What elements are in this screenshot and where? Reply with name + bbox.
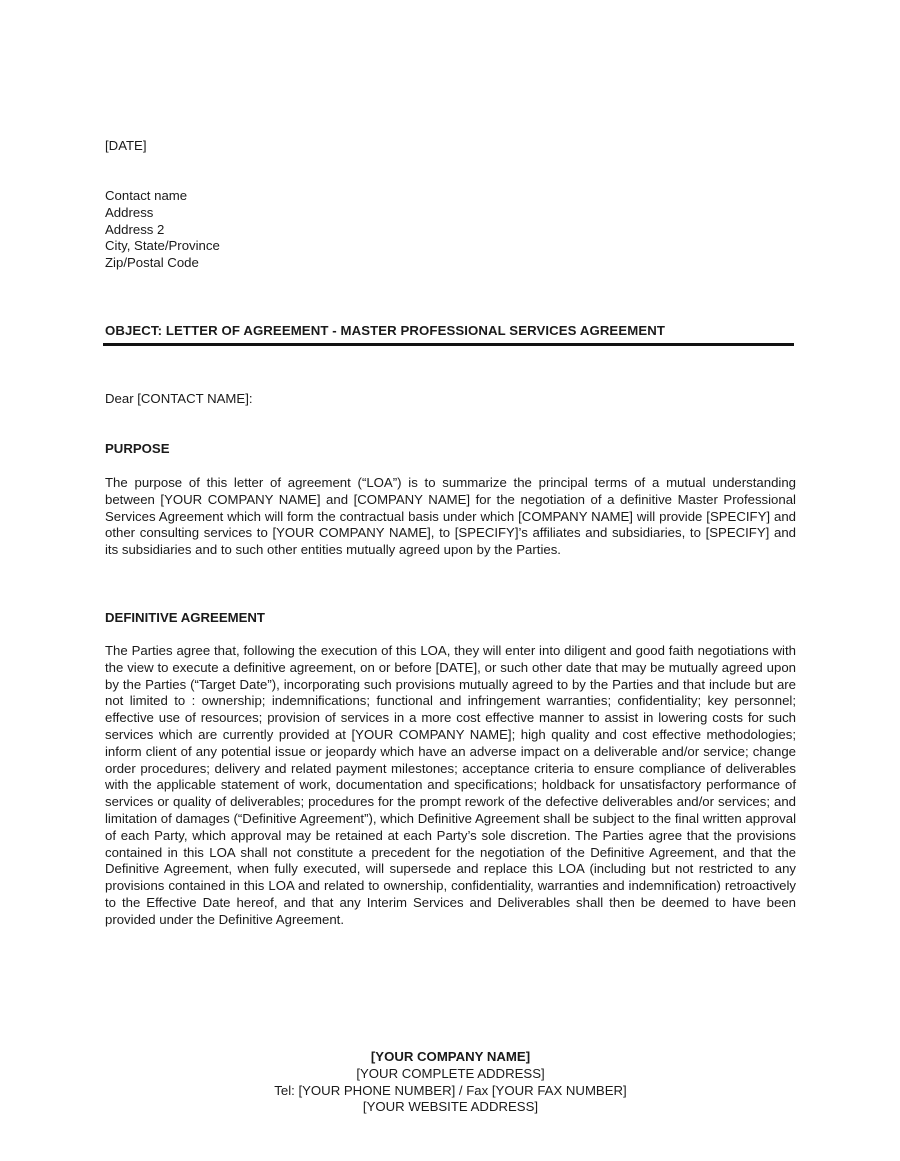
recipient-address-2: Address 2 [105, 221, 165, 237]
footer-company-name: [YOUR COMPANY NAME] [370, 1049, 531, 1064]
footer-website: [YOUR WEBSITE ADDRESS] [362, 1099, 539, 1115]
title-underline-divider [103, 343, 794, 346]
recipient-contact-name: Contact name [105, 188, 188, 203]
definitive-agreement-heading: DEFINITIVE AGREEMENT [105, 610, 265, 625]
footer-contact: Tel: [YOUR PHONE NUMBER] / Fax [YOUR FAX NUMBER] [274, 1082, 627, 1098]
purpose-paragraph: The purpose of this letter of agreement (“LOA”) is to summarize the principal terms of a mutual understanding between [YOUR COMPANY NAME] and [COMPANY NAME] for the negotiation of a definitive Master Professional Services Agreement which will form the contractual basis under which [COMPANY NAME] will provide [SPECIFY] and other consulting services to [YOUR COMPANY NAME], to [SPECIFY]’s affiliates and subsidiaries, to [SPECIFY] and its subsidiaries and to such other entities mutually agreed upon by the Parties. [105, 475, 796, 558]
letter-date: [DATE] [105, 138, 147, 153]
recipient-city: City, State/Province [105, 238, 220, 254]
salutation: Dear [CONTACT NAME]: [105, 391, 253, 406]
letter-page [105, 0, 796, 1161]
recipient-address-block [105, 188, 220, 272]
recipient-address: Address [105, 204, 154, 220]
object-title: OBJECT: LETTER OF AGREEMENT - MASTER PROFESSIONAL SERVICES AGREEMENT [105, 323, 665, 338]
letter-footer [105, 1049, 796, 1116]
purpose-heading: PURPOSE [105, 441, 170, 456]
recipient-zip: Zip/Postal Code [105, 255, 199, 271]
definitive-agreement-paragraph: The Parties agree that, following the execution of this LOA, they will enter into diligent and good faith negotiations with the view to execute a definitive agreement, on or before [DATE], or such other date that may be mutually agreed upon by the Parties (“Target Date”), incorporating such provisions mutually agreed to by the Parties and that include but are not limited to : ownership; indemnifications; functional and infringement warranties; confidentiality; key personnel; effective use of resources; provision of services in a more cost effective manner to assist in lowering costs for such services which are currently provided at [YOUR COMPANY NAME]; high quality and cost effective methodologies; inform client of any potential issue or jeopardy which have an adverse impact on a deliverable and/or service; change order procedures; delivery and related payment milestones; acceptance criteria to ensure compliance of deliverables with the applicable statement of work, documentation and specifications; holdback for unsatisfactory performance of services or quality of deliverables; procedures for the prompt rework of the defective deliverables and/or services; and limitation of damages (“Definitive Agreement”), which Definitive Agreement shall be subject to the final written approval of each Party, which approval may be retained at each Party’s sole discretion. The Parties agree that the provisions contained in this LOA shall not constitute a precedent for the negotiation of the Definitive Agreement, and that the Definitive Agreement, when fully executed, will supersede and replace this LOA (including but not restricted to any provisions contained in this LOA and related to ownership, confidentiality, warranties and indemnification) retroactively to the Effective Date hereof, and that any Interim Services and Deliverables shall then be deemed to have been provided under the Definitive Agreement. [105, 643, 796, 927]
footer-address: [YOUR COMPLETE ADDRESS] [356, 1065, 545, 1081]
